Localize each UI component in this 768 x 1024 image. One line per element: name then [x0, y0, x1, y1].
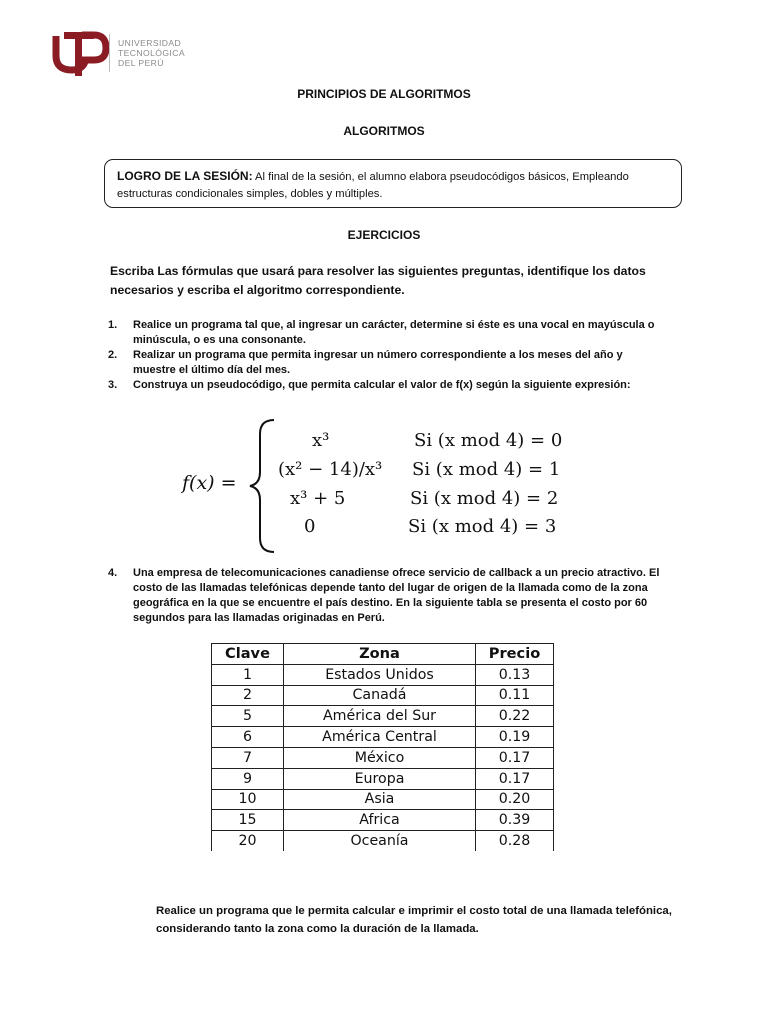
table-row [212, 789, 554, 810]
table-row [212, 831, 554, 851]
cell-precio: 0.17 [476, 768, 554, 789]
exercise-item-1 [108, 318, 668, 348]
table-row [212, 768, 554, 789]
cell-clave: 7 [212, 747, 284, 768]
exercise-text: Realizar un programa que permita ingresar un número correspondiente a los meses del año y muestre el último día del mes. [133, 349, 623, 376]
header-clave: Clave [212, 644, 284, 665]
table-row [212, 685, 554, 706]
table-header-row [212, 644, 554, 665]
cell-precio: 0.22 [476, 706, 554, 727]
exercise-number: 2. [108, 349, 118, 361]
cell-precio: 0.11 [476, 685, 554, 706]
exercise-number: 4. [108, 567, 118, 579]
cell-clave: 5 [212, 706, 284, 727]
logo-divider [109, 34, 110, 72]
cell-precio: 0.19 [476, 727, 554, 748]
case-condition: Si (x mod 4) = 0 [414, 430, 563, 451]
exercise-item-2 [108, 348, 668, 378]
cell-zona: Europa [284, 768, 476, 789]
exercise-text: Realice un programa tal que, al ingresar un carácter, determine si éste es una vocal en mayúscula o minúscula, o es una consonante. [133, 319, 655, 346]
cell-precio: 0.20 [476, 789, 554, 810]
table-row [212, 747, 554, 768]
header-zona: Zona [284, 644, 476, 665]
cell-zona: Asia [284, 789, 476, 810]
course-title: PRINCIPIOS DE ALGORITMOS [297, 87, 471, 101]
cell-zona: México [284, 747, 476, 768]
cell-clave: 6 [212, 727, 284, 748]
topic-title: ALGORITMOS [343, 124, 425, 138]
cell-zona: Oceanía [284, 831, 476, 851]
logo-line: UNIVERSIDAD [118, 38, 182, 48]
table-row [212, 664, 554, 685]
piecewise-formula [178, 418, 578, 553]
cell-clave: 9 [212, 768, 284, 789]
cell-clave: 1 [212, 664, 284, 685]
cell-zona: Africa [284, 810, 476, 831]
case-expr: 0 [304, 516, 316, 537]
cell-zona: Estados Unidos [284, 664, 476, 685]
exercise-text: Una empresa de telecomunicaciones canadiense ofrece servicio de callback a un precio atractivo. El costo de las llamadas telefónicas depende tanto del lugar de origen de la llamada como de la zona geográfica en la que se encuentre el país destino. En la siguiente tabla se presenta el costo por 60 segundos para las llamadas originadas en Perú. [133, 567, 660, 624]
final-instruction: Realice un programa que le permita calcular e imprimir el costo total de una llamada telefónica, considerando tanto la zona como la duración de la llamada. [156, 905, 672, 935]
table-row [212, 810, 554, 831]
header-precio: Precio [476, 644, 554, 665]
cell-zona: América Central [284, 727, 476, 748]
logro-text: Al final de la sesión, el alumno elabora pseudocódigos básicos, Empleando estructuras condicionales simples, dobles y múltiples. [117, 171, 629, 200]
exercise-number: 1. [108, 319, 118, 331]
case-condition: Si (x mod 4) = 2 [410, 488, 559, 509]
case-expr: (x² − 14)/x³ [278, 459, 383, 480]
cell-precio: 0.13 [476, 664, 554, 685]
cell-zona: Canadá [284, 685, 476, 706]
utp-logo-icon [50, 28, 110, 80]
logo-line: DEL PERÚ [118, 58, 164, 68]
exercise-text: Construya un pseudocódigo, que permita calcular el valor de f(x) según la siguiente expresión: [133, 379, 631, 391]
table-row [212, 706, 554, 727]
formula-lhs: f(x) = [182, 472, 237, 494]
case-expr: x³ [312, 430, 330, 451]
case-condition: Si (x mod 4) = 3 [408, 516, 557, 537]
cell-clave: 2 [212, 685, 284, 706]
case-expr: x³ + 5 [290, 488, 346, 509]
cell-precio: 0.28 [476, 831, 554, 851]
exercise-number: 3. [108, 379, 118, 391]
exercise-item-4 [108, 566, 668, 626]
case-condition: Si (x mod 4) = 1 [412, 459, 561, 480]
cell-precio: 0.17 [476, 747, 554, 768]
intro-paragraph: Escriba Las fórmulas que usará para resolver las siguientes preguntas, identifique los datos necesarios y escriba el algoritmo correspondiente. [110, 264, 646, 297]
cell-clave: 10 [212, 789, 284, 810]
logo-line: TECNOLÓGICA [118, 48, 185, 58]
left-brace-icon [248, 418, 278, 553]
table-row [212, 727, 554, 748]
cell-clave: 15 [212, 810, 284, 831]
exercise-item-3 [108, 378, 668, 393]
price-table [211, 643, 554, 851]
logo-text [118, 38, 185, 68]
logro-box [104, 159, 682, 208]
logro-label: LOGRO DE LA SESIÓN: [117, 169, 253, 183]
cell-zona: América del Sur [284, 706, 476, 727]
cell-precio: 0.39 [476, 810, 554, 831]
section-title: EJERCICIOS [347, 228, 421, 242]
cell-clave: 20 [212, 831, 284, 851]
